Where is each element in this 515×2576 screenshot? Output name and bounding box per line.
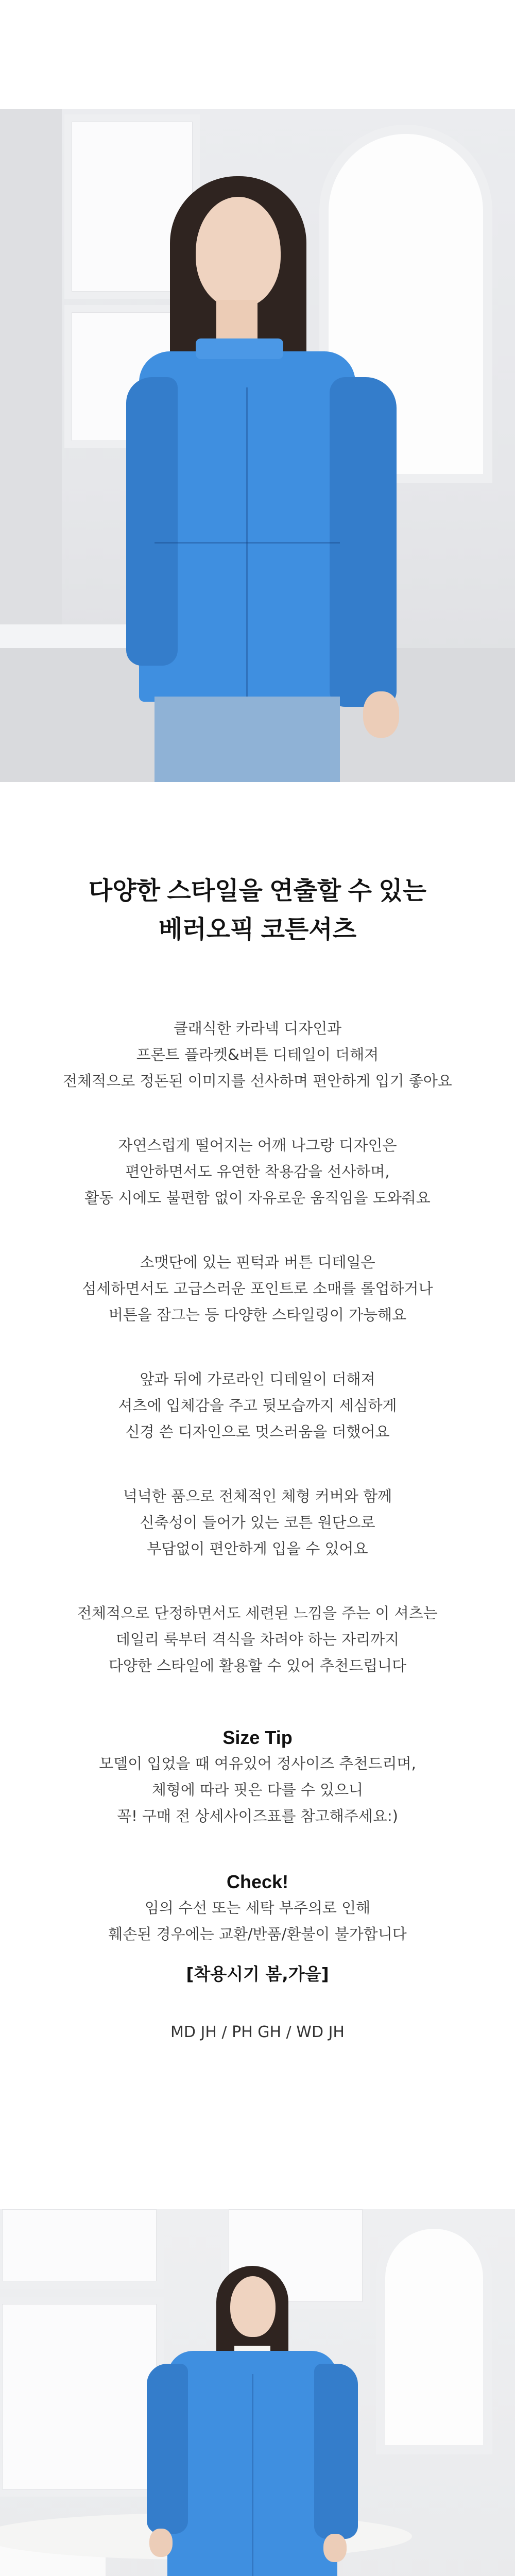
face	[230, 2276, 276, 2337]
paragraph-line: 자연스럽게 떨어지는 어깨 나그랑 디자인은	[118, 1137, 397, 1154]
size-tip-line: 체형에 따라 핏은 다를 수 있으니	[151, 1781, 364, 1799]
paragraph-line: 셔츠에 입체감을 주고 뒷모습까지 세심하게	[118, 1397, 397, 1414]
paragraph-line: 신경 쓴 디자인으로 멋스러움을 더했어요	[125, 1423, 390, 1440]
paragraph-line: 섬세하면서도 고급스러운 포인트로 소매를 롤업하거나	[82, 1280, 433, 1297]
placket-line	[252, 2374, 253, 2576]
paragraph-line: 부담없이 편안하게 입을 수 있어요	[147, 1540, 368, 1557]
paragraph-line: 데일리 룩부터 격식을 차려야 하는 자리까지	[115, 1631, 400, 1648]
paragraph-2	[0, 1132, 515, 1211]
model-figure	[0, 109, 515, 782]
paragraph-line: 활동 시에도 불편함 없이 자유로운 움직임을 도와줘요	[84, 1189, 431, 1207]
shirt-sleeve-left	[126, 377, 178, 666]
product-description	[0, 782, 515, 2209]
paragraph-line: 소맷단에 있는 핀턱과 버튼 디테일은	[140, 1253, 375, 1271]
size-tip-title: Size Tip	[222, 1727, 293, 1748]
paragraph-line: 앞과 뒤에 가로라인 디테일이 더해져	[140, 1370, 375, 1388]
horizontal-seam	[154, 542, 340, 544]
paragraph-1	[0, 1015, 515, 1094]
paragraph-line: 전체적으로 정돈된 이미지를 선사하며 편안하게 입기 좋아요	[63, 1072, 452, 1090]
face	[196, 197, 281, 308]
shirt-sleeve-left	[147, 2364, 188, 2534]
model-figure-full	[0, 2209, 515, 2576]
paragraph-line: 신축성이 들어가 있는 코튼 원단으로	[140, 1514, 375, 1531]
wearing-season: [착용시기 봄,가을]	[186, 1964, 329, 1984]
paragraph-line: 넉넉한 품으로 전체적인 체형 커버와 함께	[123, 1487, 392, 1505]
collar	[196, 338, 283, 359]
size-tip-text	[0, 1751, 515, 1829]
shirt-sleeve-right	[314, 2364, 358, 2539]
neck	[216, 300, 258, 341]
paragraph-3	[0, 1249, 515, 1328]
paragraph-line: 편안하면서도 유연한 착용감을 선사하며,	[125, 1163, 390, 1180]
paragraph-line: 클래식한 카라넥 디자인과	[173, 1020, 342, 1037]
headline-line-2: 베러오픽 코튼셔츠	[158, 916, 357, 943]
paragraph-line: 전체적으로 단정하면서도 세련된 느낌을 주는 이 셔츠는	[77, 1604, 438, 1622]
model-photo-full	[0, 2209, 515, 2576]
headline-line-1: 다양한 스타일을 연출할 수 있는	[88, 877, 427, 905]
size-tip-line: 꼭! 구매 전 상세사이즈표를 참고해주세요:)	[117, 1807, 398, 1825]
paragraph-line: 버튼을 잠그는 등 다양한 스타일링이 가능해요	[108, 1306, 407, 1324]
check-line: 임의 수선 또는 세탁 부주의로 인해	[144, 1899, 371, 1917]
check-line: 훼손된 경우에는 교환/반품/환불이 불가합니다	[108, 1925, 407, 1943]
model-photo-front	[0, 109, 515, 782]
paragraph-4	[0, 1366, 515, 1445]
paragraph-line: 다양한 스타일에 활용할 수 있어 추천드립니다	[108, 1657, 407, 1674]
model-credits: MD JH / PH GH / WD JH	[170, 2023, 345, 2041]
paragraph-5	[0, 1483, 515, 1562]
hand-right	[363, 691, 399, 738]
paragraph-line: 프론트 플라켓&버튼 디테일이 더해져	[136, 1046, 379, 1063]
size-tip-line: 모델이 입었을 때 여유있어 정사이즈 추천드리며,	[99, 1755, 416, 1772]
check-title: Check!	[226, 1871, 289, 1892]
jeans	[154, 697, 340, 782]
paragraph-6	[0, 1600, 515, 1679]
hand-left	[149, 2529, 173, 2557]
hand-right	[323, 2534, 347, 2562]
check-text	[0, 1895, 515, 1947]
